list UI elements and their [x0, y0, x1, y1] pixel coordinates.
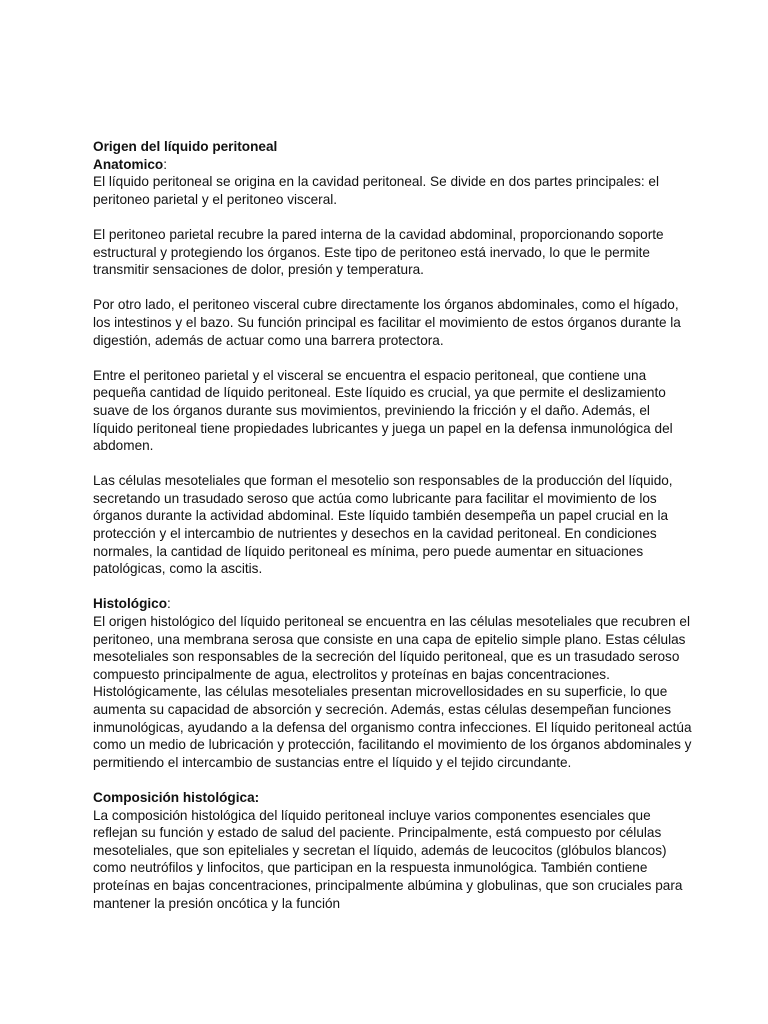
histologico-paragraph: El origen histológico del líquido peritoneal se encuentra en las células mesoteliales que recubren el peritoneo, una membrana serosa que consiste en una capa de epitelio simple plano. Estas células mesoteliales son responsables de la secreción del líquido peritoneal, que es un trasudado seroso compuesto principalmente de agua, electrolitos y proteínas en bajas concentraciones. Histológicamente, las células mesoteliales presentan microvellosidades en su superficie, lo que aumenta su capacidad de absorción y secreción. Además, estas células desempeñan funciones inmunológicas, ayudando a la defensa del organismo contra infecciones. El líquido peritoneal actúa como un medio de lubricación y protección, facilitando el movimiento de los órganos abdominales y permitiendo el intercambio de sustancias entre el líquido y el tejido circundante.	[93, 614, 692, 770]
paragraph-gap	[93, 349, 693, 367]
anatomico-heading-text: Anatomico	[93, 156, 164, 172]
paragraph-gap	[93, 279, 693, 297]
document-title: Origen del líquido peritoneal	[93, 139, 278, 154]
anatomico-paragraph-1: El líquido peritoneal se origina en la cavidad peritoneal. Se divide en dos partes principales: el peritoneo parietal y el peritoneo visceral.	[93, 174, 660, 207]
paragraph-gap	[93, 208, 693, 226]
composicion-paragraph: La composición histológica del líquido peritoneal incluye varios componentes esenciales que reflejan su función y estado de salud del paciente. Principalmente, está compuesto por células mesoteliales, que son epiteliales y secretan el líquido, además de leucocitos (glóbulos blancos) como neutrófilos y linfocitos, que participan en la respuesta inmunológica. También contiene proteínas en bajas concentraciones, principalmente albúmina y globulinas, que son cruciales para mantener la presión oncótica y la función	[93, 807, 683, 911]
anatomico-paragraph-5: Las células mesoteliales que forman el mesotelio son responsables de la producción del líquido, secretando un trasudado seroso que actúa como lubricante para facilitar el movimiento de los órganos durante la actividad abdominal. Este líquido también desempeña un papel crucial en la protección y el intercambio de nutrientes y desechos en la cavidad peritoneal. En condiciones normales, la cantidad de líquido peritoneal es mínima, pero puede aumentar en situaciones patológicas, como la ascitis.	[93, 473, 673, 577]
section-heading-composicion: Composición histológica:	[93, 789, 260, 805]
section-heading-histologico	[93, 595, 693, 613]
paragraph-gap	[93, 578, 693, 596]
anatomico-paragraph-3: Por otro lado, el peritoneo visceral cubre directamente los órganos abdominales, como el hígado, los intestinos y el bazo. Su función principal es facilitar el movimiento de estos órganos durante la digestión, además de actuar como una barrera protectora.	[93, 297, 681, 348]
anatomico-paragraph-2: El peritoneo parietal recubre la pared interna de la cavidad abdominal, proporcionando soporte estructural y protegiendo los órganos. Este tipo de peritoneo está inervado, lo que le permite transmitir sensaciones de dolor, presión y temperatura.	[93, 226, 664, 278]
histologico-heading-text: Histológico	[93, 596, 168, 612]
paragraph-gap	[93, 771, 693, 789]
paragraph-gap	[93, 455, 693, 473]
section-heading-anatomico	[93, 156, 693, 174]
anatomico-heading-colon: :	[163, 156, 168, 172]
anatomico-paragraph-4: Entre el peritoneo parietal y el visceral se encuentra el espacio peritoneal, que contiene una pequeña cantidad de líquido peritoneal. Este líquido es crucial, ya que permite el deslizamiento suave de los órganos durante sus movimientos, previniendo la fricción y el daño. Además, el líquido peritoneal tiene propiedades lubricantes y juega un papel en la defensa inmunológica del abdomen.	[93, 367, 673, 454]
document-page	[93, 138, 693, 912]
histologico-heading-colon: :	[167, 596, 171, 612]
